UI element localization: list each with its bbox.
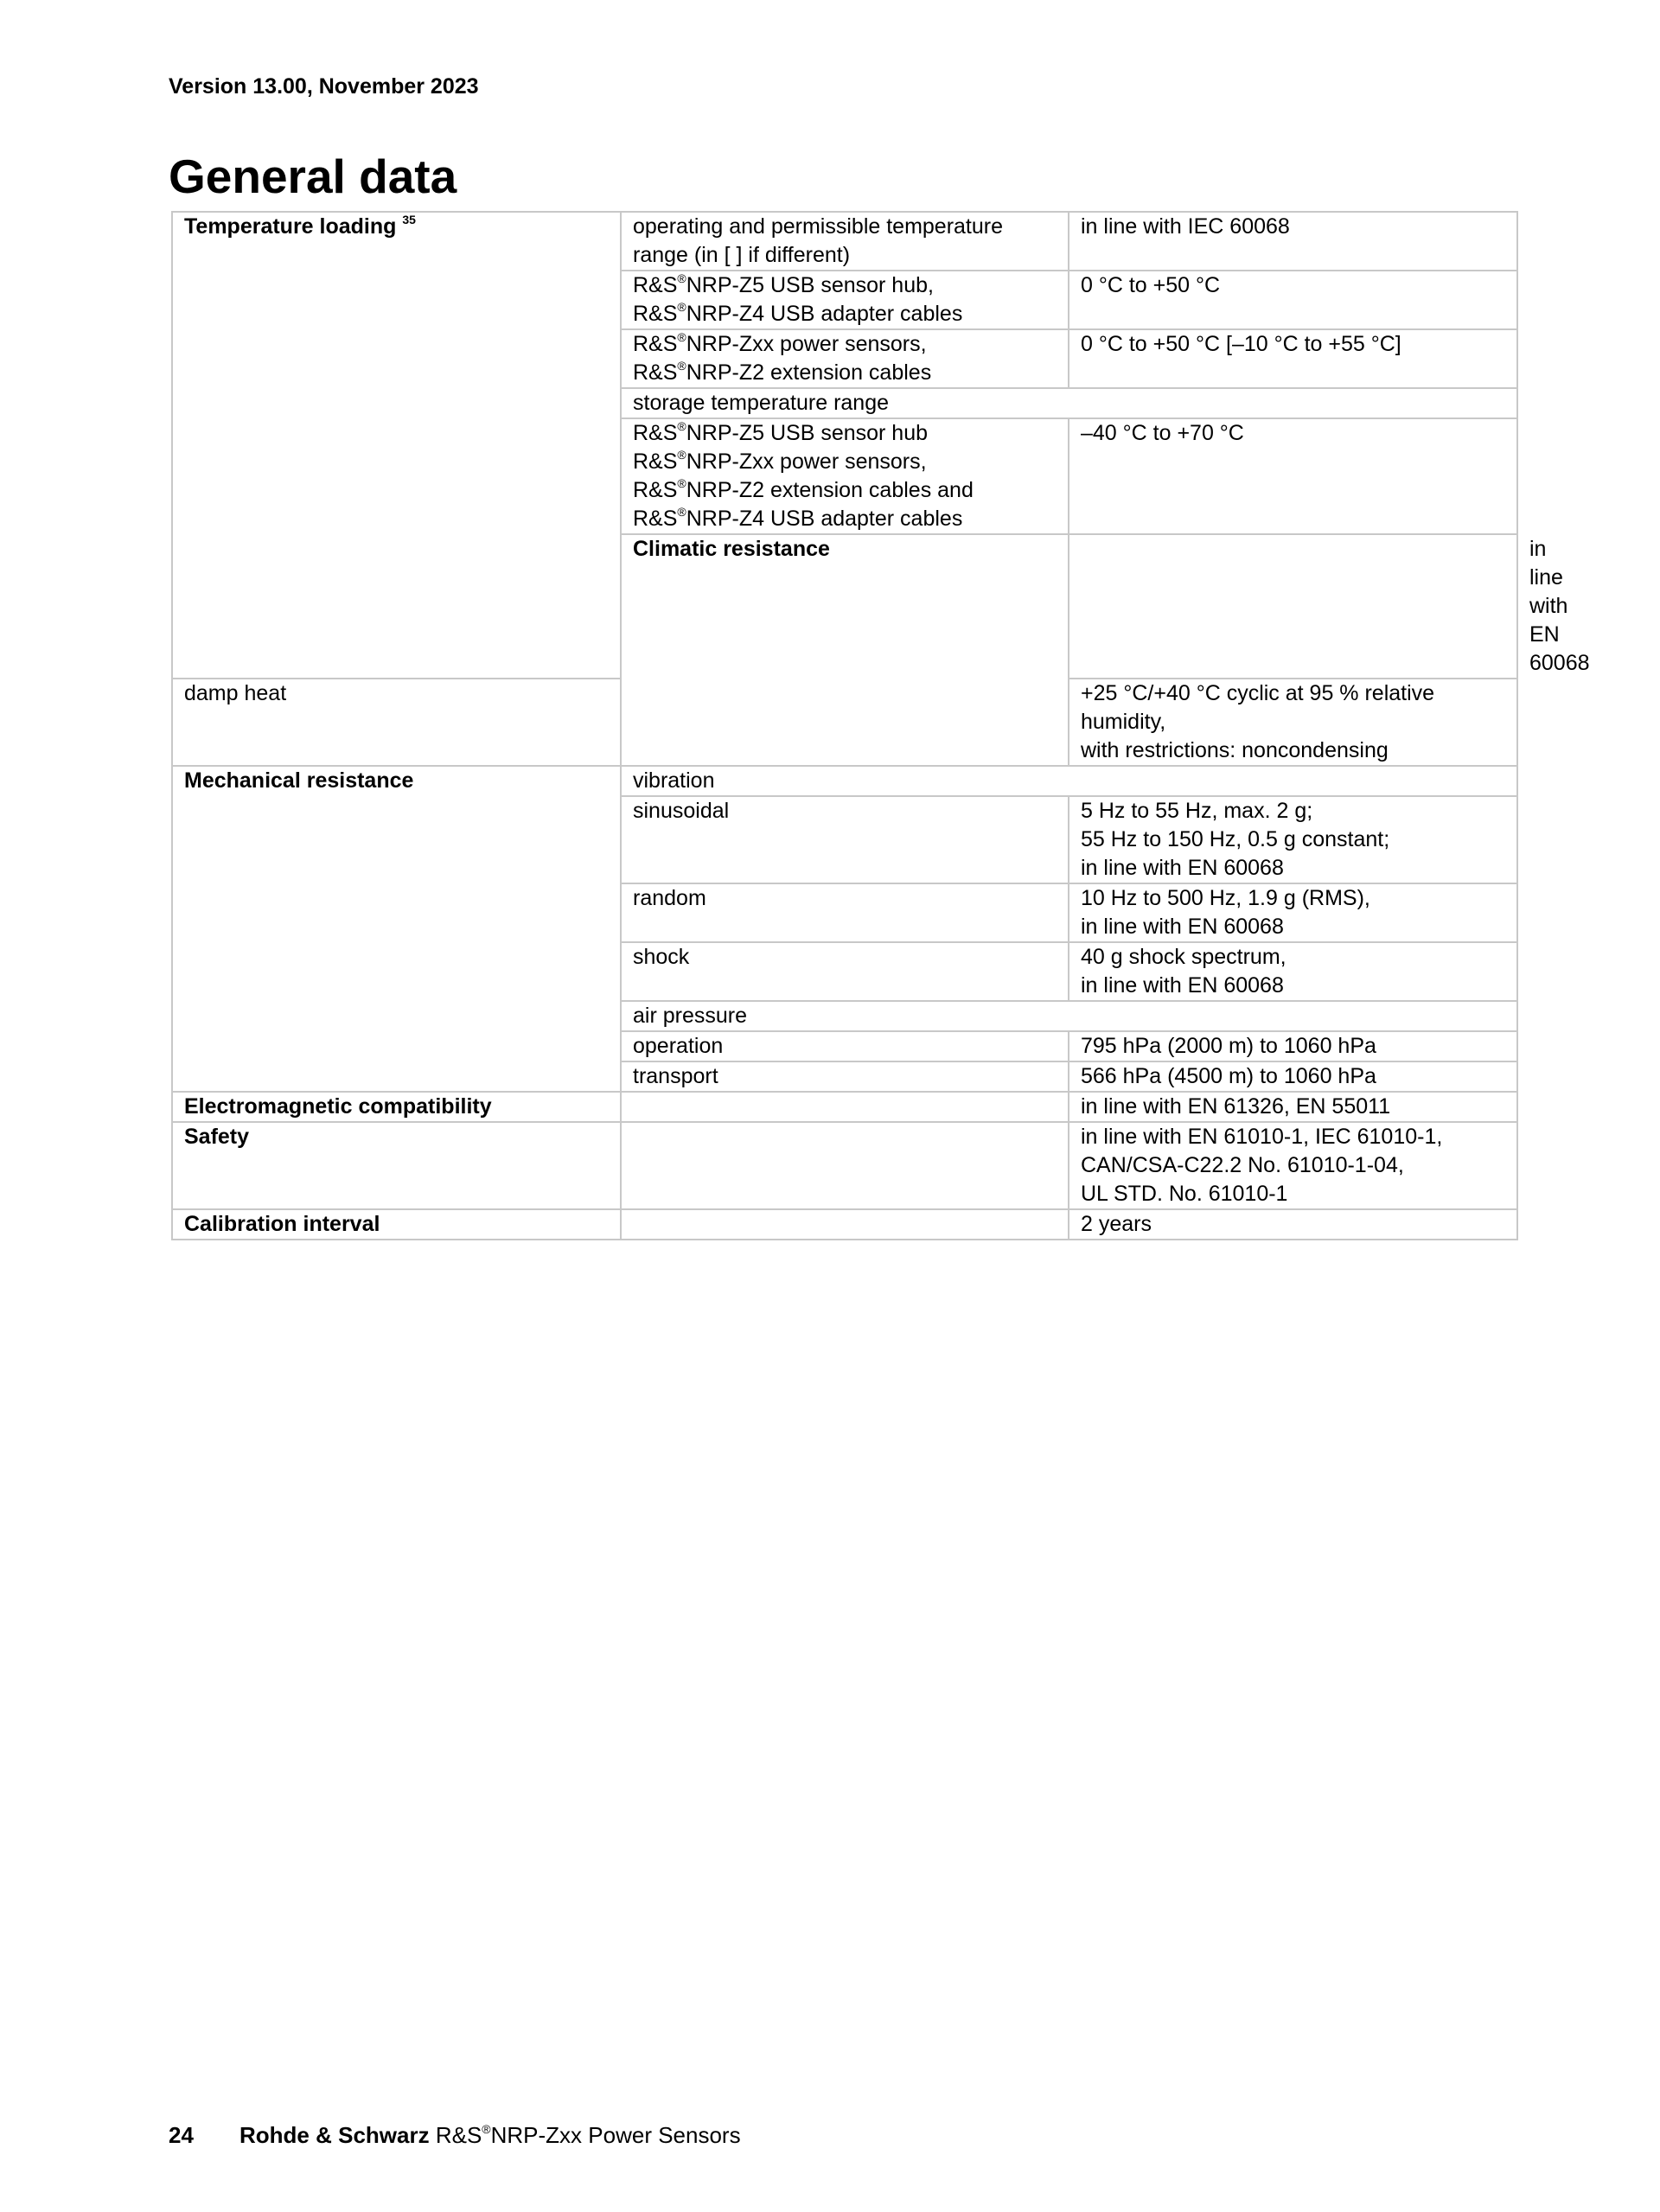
page-title: General data <box>169 150 457 203</box>
parameter-cell: R&S®NRP-Z5 USB sensor hub, R&S®NRP-Z4 USB adapter cables <box>621 271 1069 329</box>
parameter-cell <box>1069 534 1517 679</box>
parameter-cell: shock <box>621 942 1069 1001</box>
parameter-cell: R&S®NRP-Z5 USB sensor hub R&S®NRP-Zxx power sensors, R&S®NRP-Z2 extension cables and R&S®NRP-Z4 USB adapter cables <box>621 418 1069 534</box>
table-row <box>172 1092 1517 1122</box>
value-cell: in line with IEC 60068 <box>1069 212 1517 271</box>
general-data-table <box>171 211 1590 1240</box>
parameter-cell: transport <box>621 1061 1069 1092</box>
parameter-cell <box>621 1092 1069 1122</box>
parameter-cell: operating and permissible temperature range (in [ ] if different) <box>621 212 1069 271</box>
document-version: Version 13.00, November 2023 <box>169 74 479 99</box>
table-row <box>172 766 1517 796</box>
footer-product: R&S®NRP-Zxx Power Sensors <box>435 2122 741 2148</box>
parameter-cell: sinusoidal <box>621 796 1069 883</box>
category-safety: Safety <box>172 1122 621 1209</box>
value-cell: +25 °C/+40 °C cyclic at 95 % relative humidity, with restrictions: noncondensing <box>1069 679 1517 766</box>
parameter-cell <box>621 1209 1069 1240</box>
table-row: Climatic resistance in line with EN 60068 <box>172 534 1517 679</box>
parameter-cell: storage temperature range <box>621 388 1517 418</box>
value-cell: 0 °C to +50 °C <box>1069 271 1517 329</box>
parameter-cell: operation <box>621 1031 1069 1061</box>
category-climatic-resistance: Climatic resistance <box>621 534 1069 766</box>
parameter-cell: vibration <box>621 766 1517 796</box>
parameter-cell: air pressure <box>621 1001 1517 1031</box>
value-cell: 40 g shock spectrum, in line with EN 60068 <box>1069 942 1517 1001</box>
footnote-marker: 35 <box>402 213 416 226</box>
parameter-cell: random <box>621 883 1069 942</box>
value-cell: in line with EN 61010-1, IEC 61010-1, CAN/CSA-C22.2 No. 61010-1-04, UL STD. No. 61010-1 <box>1069 1122 1517 1209</box>
page-footer <box>169 2120 741 2150</box>
value-cell: 0 °C to +50 °C [–10 °C to +55 °C] <box>1069 329 1517 388</box>
category-temperature-loading: Temperature loading $^{35}$ <box>172 212 621 679</box>
category-emc: Electromagnetic compatibility <box>172 1092 621 1122</box>
value-cell: 2 years <box>1069 1209 1517 1240</box>
value-cell: 795 hPa (2000 m) to 1060 hPa <box>1069 1031 1517 1061</box>
value-cell: in line with EN 61326, EN 55011 <box>1069 1092 1517 1122</box>
value-cell: 10 Hz to 500 Hz, 1.9 g (RMS), in line with EN 60068 <box>1069 883 1517 942</box>
value-cell: –40 °C to +70 °C <box>1069 418 1517 534</box>
table-row <box>172 212 1517 271</box>
footer-brand: Rohde & Schwarz <box>239 2122 430 2148</box>
value-cell: 566 hPa (4500 m) to 1060 hPa <box>1069 1061 1517 1092</box>
parameter-cell: damp heat <box>172 679 621 766</box>
category-mechanical-resistance: Mechanical resistance <box>172 766 621 1092</box>
parameter-cell: R&S®NRP-Zxx power sensors, R&S®NRP-Z2 extension cables <box>621 329 1069 388</box>
table-row <box>172 1209 1517 1240</box>
category-calibration-interval: Calibration interval <box>172 1209 621 1240</box>
parameter-cell <box>621 1122 1069 1209</box>
page-number: 24 <box>169 2122 194 2148</box>
value-cell: 5 Hz to 55 Hz, max. 2 g; 55 Hz to 150 Hz, 0.5 g constant; in line with EN 60068 <box>1069 796 1517 883</box>
table-row <box>172 1122 1517 1209</box>
